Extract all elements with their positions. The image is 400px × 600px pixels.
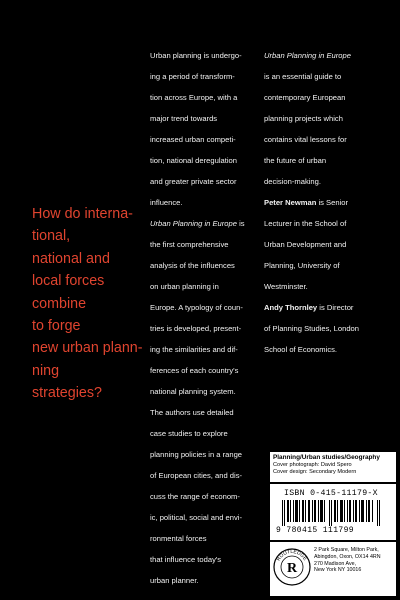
headline-line: national and xyxy=(32,250,110,267)
address-line: Abingdon, Oxon, OX14 4RN xyxy=(314,553,381,560)
logo-name: ROUTLEDGE xyxy=(275,548,308,563)
address-line: 2 Park Square, Milton Park, xyxy=(314,547,379,553)
headline-line: ning xyxy=(32,362,60,379)
text-line: and greater private sector xyxy=(150,177,237,186)
publisher-address xyxy=(314,547,381,574)
logo-letter: R xyxy=(286,561,298,576)
text-line: ic, political, social and envi- xyxy=(150,513,243,522)
text-line: contains vital lessons for xyxy=(264,135,347,144)
text-line: influence. xyxy=(150,198,183,207)
text-line: on urban planning in xyxy=(150,282,219,291)
text-line: of Planning Studies, London xyxy=(264,324,359,333)
text-line: tion across Europe, with a xyxy=(150,93,238,102)
headline-question xyxy=(32,203,152,405)
text-fragment: is Senior xyxy=(316,198,348,207)
text-line: contemporary European xyxy=(264,93,346,102)
text-line: national planning system. xyxy=(150,387,236,396)
headline-line: How do interna- xyxy=(32,206,133,222)
text-line: the future of urban xyxy=(264,156,327,165)
subject-category: Planning/Urban studies/Geography xyxy=(273,454,380,461)
headline-line: combine xyxy=(32,295,87,312)
text-line: tion, national deregulation xyxy=(150,156,237,165)
address-line: 270 Madison Ave, xyxy=(314,560,357,567)
text-line: Urban planning is undergo- xyxy=(150,51,242,60)
text-line: Urban Development and xyxy=(264,240,347,249)
text-line: Planning, University of xyxy=(264,261,340,270)
text-fragment: is Director xyxy=(317,303,354,312)
text-line: major trend towards xyxy=(150,114,218,123)
barcode-digits: 9 780415 111799 xyxy=(276,526,355,535)
text-line: ing a period of transform- xyxy=(150,72,235,81)
address-line: New York NY 10016 xyxy=(314,567,362,574)
text-line: analysis of the influences xyxy=(150,261,235,270)
text-line: Westminster. xyxy=(264,282,308,291)
text-fragment: is xyxy=(236,219,245,228)
text-line: planning policies in a range xyxy=(150,450,243,459)
barcode-icon xyxy=(282,500,382,526)
publisher-box xyxy=(270,542,396,596)
text-line: The authors use detailed xyxy=(150,408,234,417)
headline-line: local forces xyxy=(32,273,105,290)
text-line: increased urban competi- xyxy=(150,135,236,144)
text-line: tries is developed, present- xyxy=(150,324,242,333)
text-line: urban planner. xyxy=(150,576,199,585)
text-line: planning projects which xyxy=(264,114,343,123)
text-line: Lecturer in the School of xyxy=(264,219,347,228)
design-credit: Cover design: Secondary Modern xyxy=(273,469,357,475)
headline-line: tional, xyxy=(32,228,71,245)
text-line: ing the similarities and dif- xyxy=(150,345,238,354)
photo-credit: Cover photograph: David Spero xyxy=(273,462,352,468)
subject-credits-box xyxy=(270,452,396,482)
headline-line: new urban plann- xyxy=(32,340,143,357)
text-line: the first comprehensive xyxy=(150,240,229,249)
text-line xyxy=(150,219,245,228)
text-line: is an essential guide to xyxy=(264,72,342,81)
text-line: of European cities, and dis- xyxy=(150,471,243,480)
routledge-logo-icon xyxy=(272,547,312,587)
text-line: School of Economics. xyxy=(264,345,338,354)
text-line: ronmental forces xyxy=(150,534,207,543)
book-title-italic: Urban Planning in Europe xyxy=(264,51,351,60)
author-line xyxy=(264,198,348,207)
author-name: Andy Thornley xyxy=(264,303,318,312)
headline-line: to forge xyxy=(32,318,81,335)
description-column-left xyxy=(150,0,262,600)
author-name: Peter Newman xyxy=(264,198,317,207)
text-line: that influence today's xyxy=(150,555,222,564)
text-line: Europe. A typology of coun- xyxy=(150,303,243,312)
isbn-number: ISBN 0-415-11179-X xyxy=(284,489,378,498)
text-line: cuss the range of econom- xyxy=(150,492,240,501)
text-line: decision-making. xyxy=(264,177,321,186)
author-line xyxy=(264,303,353,312)
isbn-barcode-box xyxy=(270,484,396,540)
book-title-italic: Urban Planning in Europe xyxy=(150,219,237,228)
headline-line: strategies? xyxy=(32,385,102,402)
text-line: ferences of each country's xyxy=(150,366,239,375)
text-line: case studies to explore xyxy=(150,429,228,438)
